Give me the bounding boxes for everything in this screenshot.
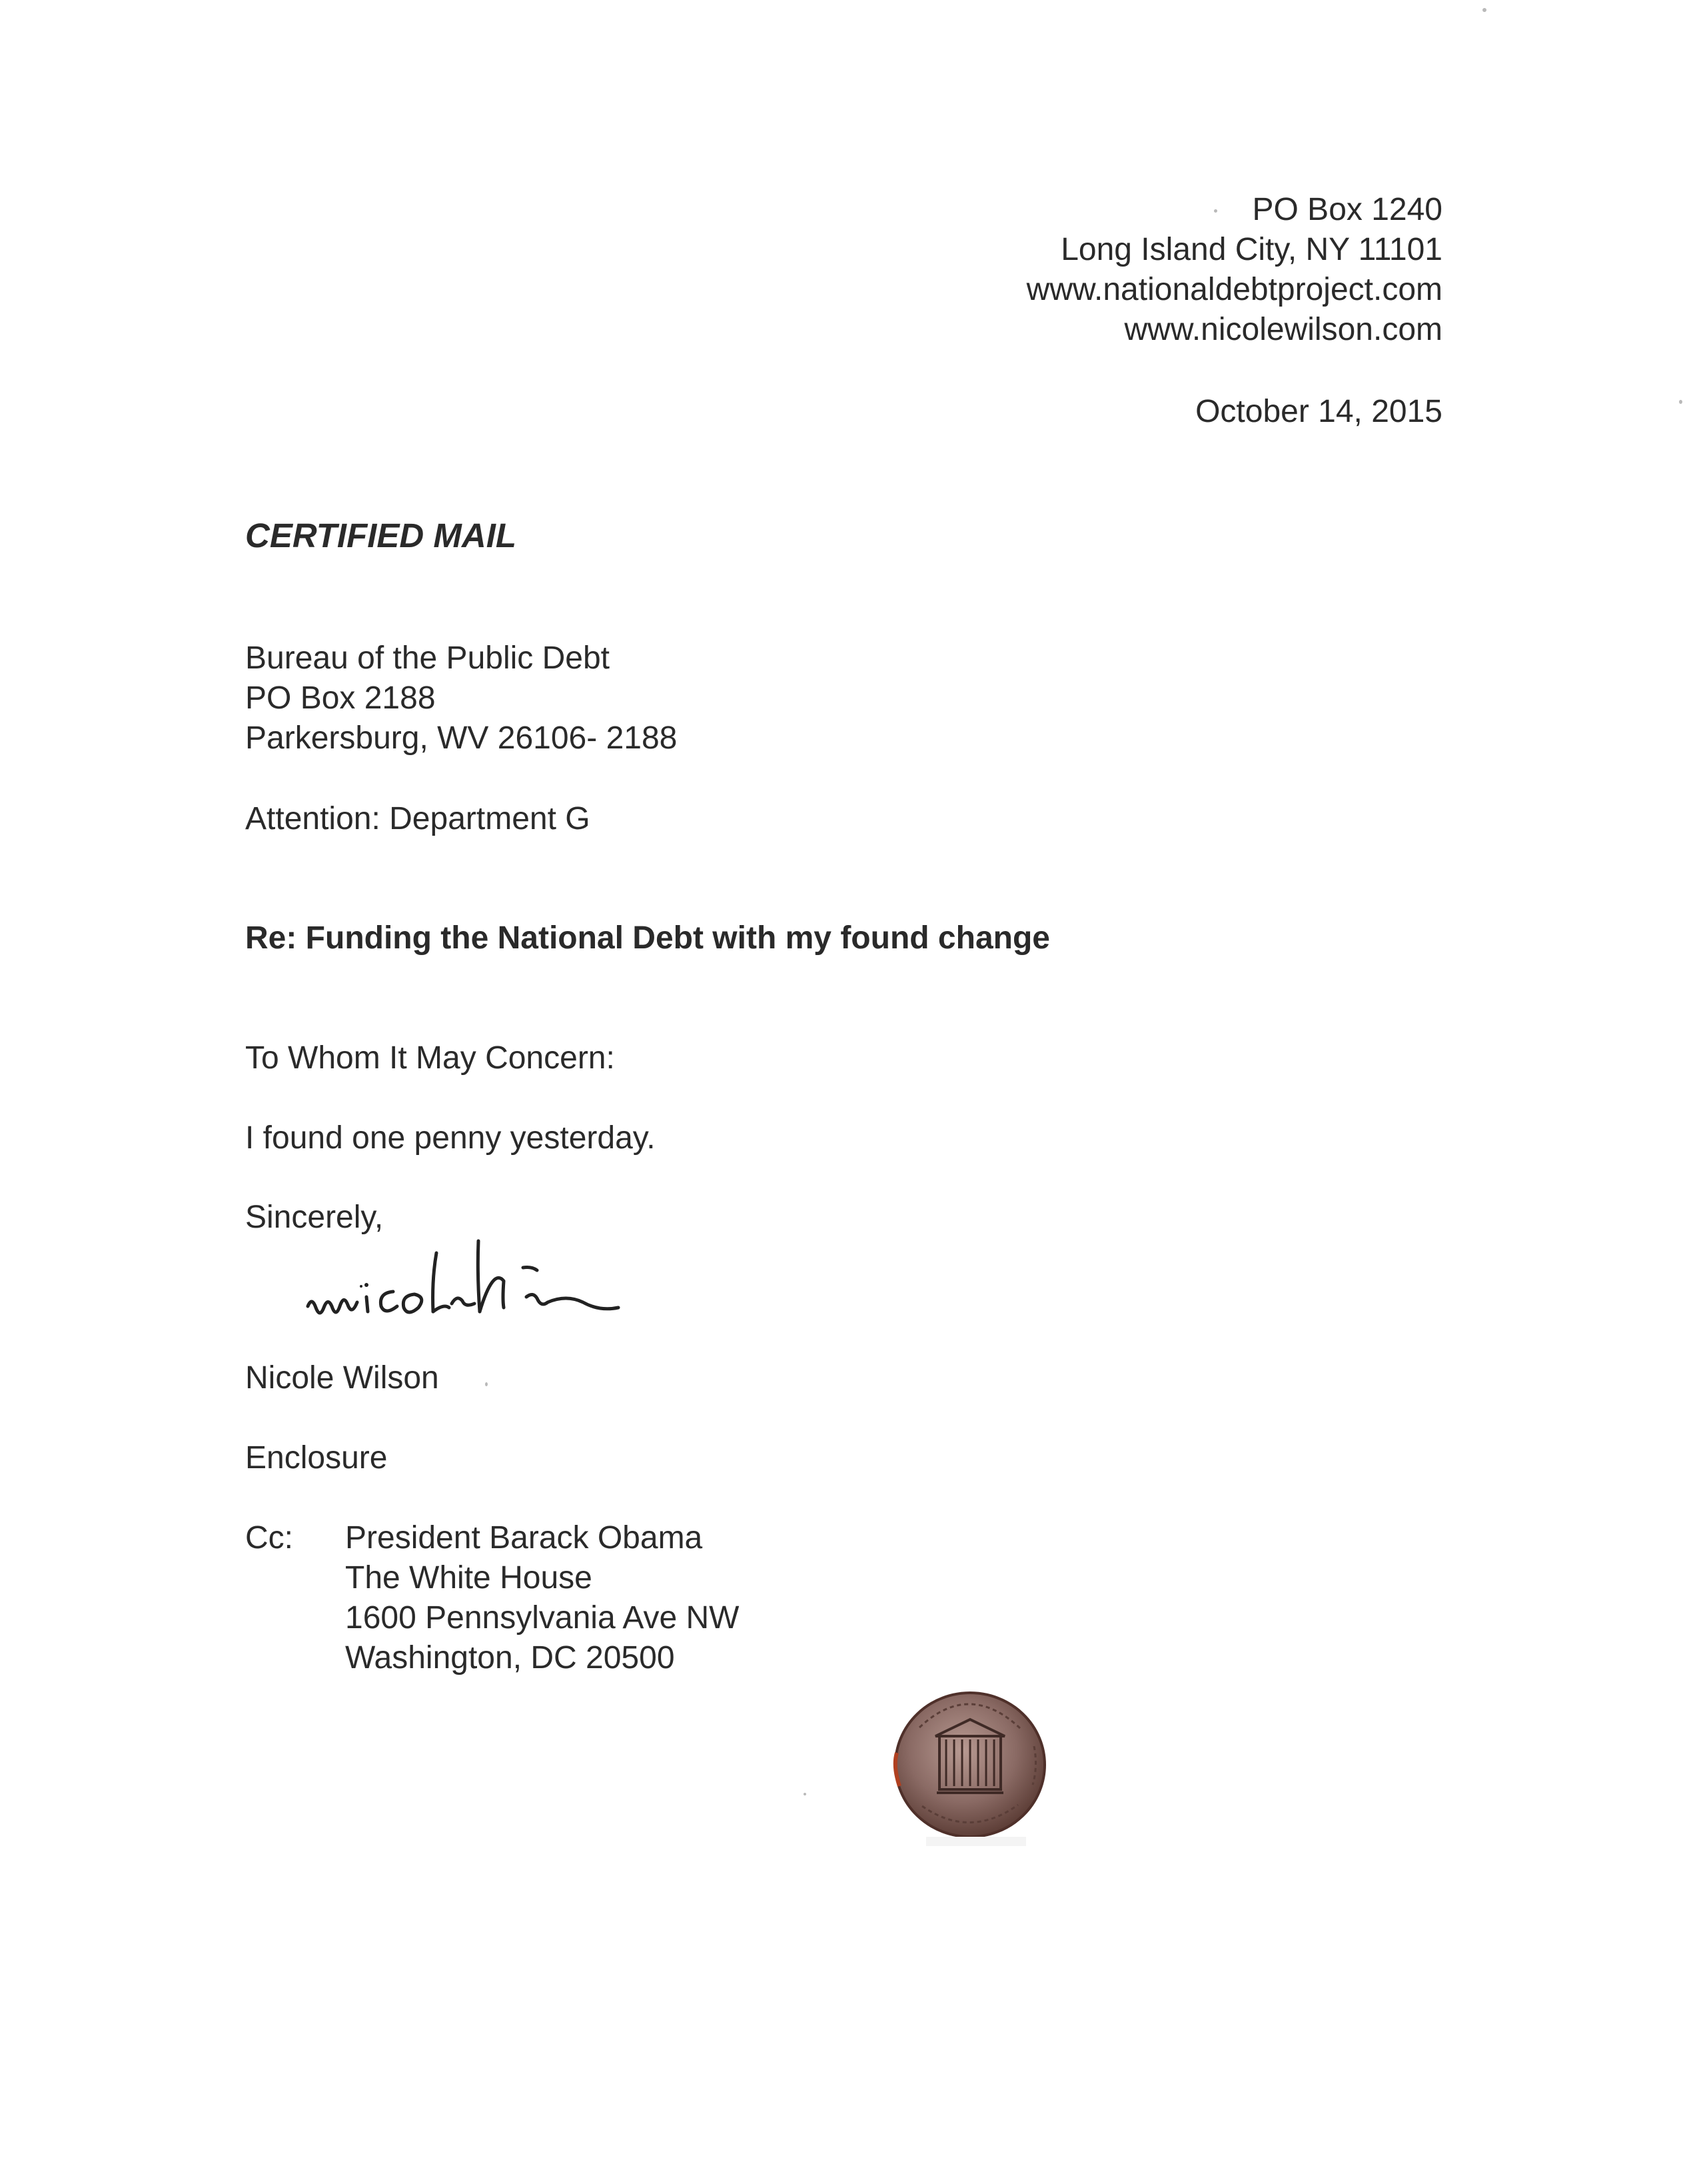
scan-speck bbox=[1482, 8, 1486, 12]
scan-speck bbox=[1214, 209, 1217, 213]
scan-speck bbox=[804, 1793, 806, 1795]
penny-icon bbox=[879, 1673, 1053, 1846]
attention-line: Attention: Department G bbox=[245, 801, 590, 836]
scan-speck bbox=[485, 1382, 488, 1386]
mail-type-heading: CERTIFIED MAIL bbox=[245, 517, 517, 554]
signature-icon bbox=[300, 1233, 673, 1346]
closing: Sincerely, bbox=[245, 1200, 384, 1235]
sender-address-line2: Long Island City, NY 11101 bbox=[1061, 232, 1442, 267]
cc-address-line1: The White House bbox=[345, 1560, 592, 1596]
cc-address-line3: Washington, DC 20500 bbox=[345, 1640, 675, 1675]
scan-speck bbox=[1679, 400, 1682, 404]
recipient-name: Bureau of the Public Debt bbox=[245, 640, 610, 676]
signer-name: Nicole Wilson bbox=[245, 1360, 439, 1396]
cc-name: President Barack Obama bbox=[345, 1520, 703, 1556]
sender-website-nicole-wilson: www.nicolewilson.com bbox=[1124, 312, 1442, 347]
recipient-address-line2: Parkersburg, WV 26106- 2188 bbox=[245, 720, 678, 756]
letter-body: I found one penny yesterday. bbox=[245, 1120, 656, 1156]
enclosure-note: Enclosure bbox=[245, 1440, 388, 1476]
recipient-address-block bbox=[245, 638, 677, 758]
letter-date: October 14, 2015 bbox=[1195, 394, 1442, 429]
sender-address-block bbox=[1027, 190, 1442, 350]
cc-address-line2: 1600 Pennsylvania Ave NW bbox=[345, 1600, 740, 1636]
sender-address-line1: PO Box 1240 bbox=[1252, 192, 1442, 227]
recipient-address-line1: PO Box 2188 bbox=[245, 680, 436, 716]
sender-website-national-debt-project: www.nationaldebtproject.com bbox=[1026, 272, 1442, 307]
subject-line: Re: Funding the National Debt with my found change bbox=[245, 920, 1050, 956]
salutation: To Whom It May Concern: bbox=[245, 1040, 615, 1076]
cc-address-block bbox=[345, 1518, 739, 1678]
cc-label: Cc: bbox=[245, 1520, 293, 1556]
